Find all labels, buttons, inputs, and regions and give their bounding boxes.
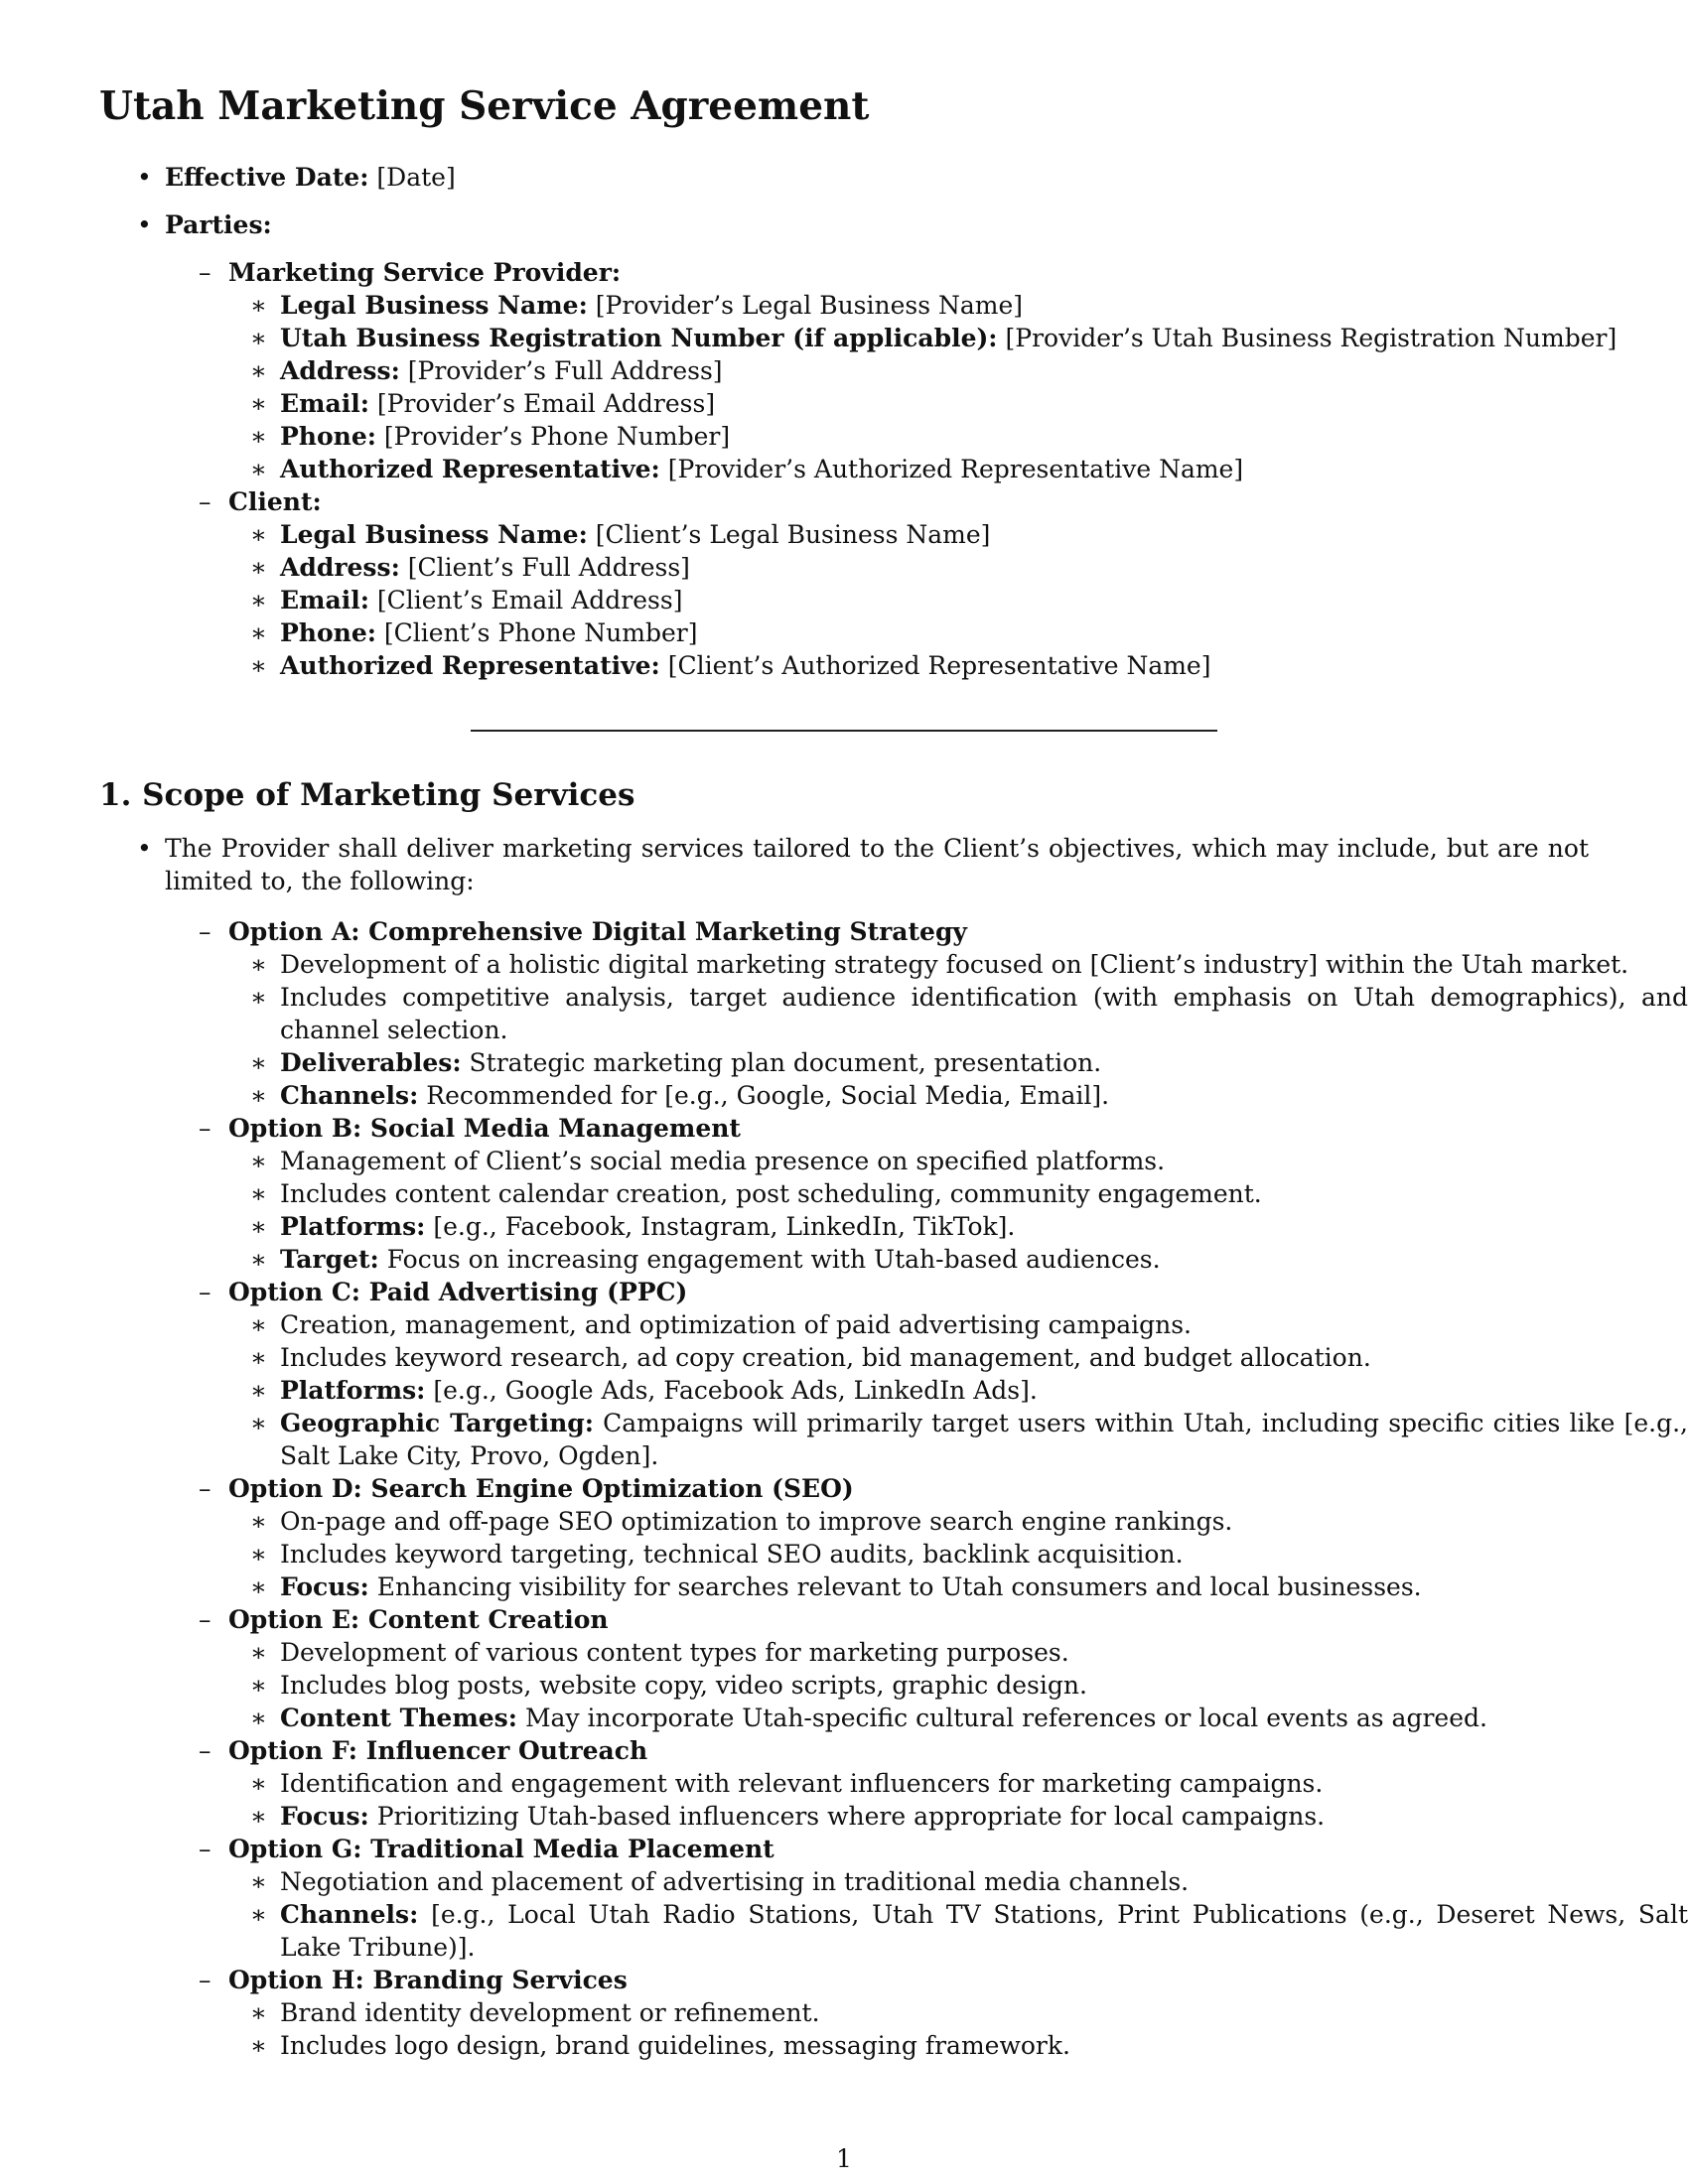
item-label: Platforms: xyxy=(280,1212,426,1241)
option-title-text: Option D: Search Engine Optimization (SEO) xyxy=(228,1474,854,1503)
option-title-text: Option B: Social Media Management xyxy=(228,1114,741,1143)
option-title xyxy=(228,1603,1589,1636)
effective-date-value: [Date] xyxy=(376,163,456,192)
item-label: Channels: xyxy=(280,1081,419,1110)
option-item xyxy=(280,1374,1688,1407)
field-label: Email: xyxy=(280,389,369,418)
item-text: Includes blog posts, website copy, video scripts, graphic design. xyxy=(280,1671,1087,1700)
item-label: Deliverables: xyxy=(280,1048,462,1077)
client-field xyxy=(280,518,1688,551)
option-item xyxy=(280,1865,1688,1898)
option-item xyxy=(280,1570,1688,1603)
item-text: Includes competitive analysis, target audience identification (with emphasis on Utah demographics), and channel selection. xyxy=(280,983,1688,1044)
field-value: [Client’s Email Address] xyxy=(376,586,683,614)
option-title xyxy=(228,1472,1589,1505)
field-value: [Provider’s Email Address] xyxy=(376,389,716,418)
effective-date-label: Effective Date: xyxy=(165,163,369,192)
client-field xyxy=(280,551,1688,584)
item-label: Content Themes: xyxy=(280,1704,517,1732)
option-title-text: Option C: Paid Advertising (PPC) xyxy=(228,1278,688,1306)
field-value: [Client’s Legal Business Name] xyxy=(595,520,991,549)
option-title-text: Option E: Content Creation xyxy=(228,1605,609,1634)
item-text: Development of a holistic digital marketing strategy focused on [Client’s industry] within the Utah market. xyxy=(280,950,1629,979)
client-field xyxy=(280,649,1688,682)
item-label: Platforms: xyxy=(280,1376,426,1405)
page-number: 1 xyxy=(836,2144,852,2173)
option-title-text: Option H: Branding Services xyxy=(228,1966,628,1994)
field-label: Address: xyxy=(280,553,400,582)
option-item xyxy=(280,1308,1688,1341)
item-text: Development of various content types for marketing purposes. xyxy=(280,1638,1069,1667)
option-title xyxy=(228,1112,1589,1145)
option-item xyxy=(280,1669,1688,1702)
client-field xyxy=(280,616,1688,649)
field-value: [Client’s Full Address] xyxy=(407,553,690,582)
item-text: Management of Client’s social media presence on specified platforms. xyxy=(280,1147,1166,1175)
parties-label: Parties: xyxy=(165,210,272,239)
item-label: Channels: xyxy=(280,1900,419,1929)
item-text: Campaigns will primarily target users within Utah, including specific cities like [e.g., Salt Lake City, Provo, Ogden]. xyxy=(280,1409,1688,1470)
item-text: Prioritizing Utah-based influencers where appropriate for local campaigns. xyxy=(376,1802,1326,1831)
option-item xyxy=(280,1636,1688,1669)
client-heading: Client: xyxy=(228,487,322,516)
field-value: [Provider’s Authorized Representative Name] xyxy=(667,455,1244,483)
option-item xyxy=(280,1079,1688,1112)
field-label: Email: xyxy=(280,586,369,614)
option-title-text: Option F: Influencer Outreach xyxy=(228,1736,648,1765)
field-label: Legal Business Name: xyxy=(280,520,588,549)
item-text: Enhancing visibility for searches relevant to Utah consumers and local businesses. xyxy=(376,1572,1422,1601)
client-heading-item xyxy=(228,485,1589,518)
effective-date-item xyxy=(165,161,1589,194)
item-text: On-page and off-page SEO optimization to improve search engine rankings. xyxy=(280,1507,1233,1536)
field-label: Legal Business Name: xyxy=(280,291,588,320)
option-item xyxy=(280,1702,1688,1734)
option-title xyxy=(228,1833,1589,1865)
field-label: Phone: xyxy=(280,618,376,647)
option-item xyxy=(280,1505,1688,1538)
option-item xyxy=(280,1898,1688,1964)
item-text: [e.g., Google Ads, Facebook Ads, LinkedIn Ads]. xyxy=(433,1376,1038,1405)
item-text: Brand identity development or refinement. xyxy=(280,1998,820,2027)
option-item xyxy=(280,948,1688,981)
item-text: Focus on increasing engagement with Utah-based audiences. xyxy=(386,1245,1161,1274)
field-value: [Provider’s Phone Number] xyxy=(383,422,731,451)
item-text: Includes content calendar creation, post scheduling, community engagement. xyxy=(280,1179,1262,1208)
item-text: Negotiation and placement of advertising in traditional media channels. xyxy=(280,1867,1190,1896)
item-text: May incorporate Utah-specific cultural references or local events as agreed. xyxy=(524,1704,1487,1732)
item-label: Geographic Targeting: xyxy=(280,1409,594,1437)
field-label: Authorized Representative: xyxy=(280,455,660,483)
item-text: Recommended for [e.g., Google, Social Media, Email]. xyxy=(426,1081,1110,1110)
option-item xyxy=(280,981,1688,1046)
option-item xyxy=(280,1046,1688,1079)
item-label: Focus: xyxy=(280,1802,369,1831)
option-title xyxy=(228,1276,1589,1308)
option-item xyxy=(280,2029,1688,2062)
provider-heading: Marketing Service Provider: xyxy=(228,258,622,287)
item-text: Includes logo design, brand guidelines, messaging framework. xyxy=(280,2031,1070,2060)
field-value: [Provider’s Full Address] xyxy=(407,356,723,385)
option-item xyxy=(280,1210,1688,1243)
client-field xyxy=(280,584,1688,616)
provider-field xyxy=(280,453,1688,485)
item-text: [e.g., Local Utah Radio Stations, Utah TV Stations, Print Publications (e.g., Deseret News, Salt Lake Tribune)]. xyxy=(280,1900,1688,1962)
item-label: Focus: xyxy=(280,1572,369,1601)
field-value: [Provider’s Utah Business Registration Number] xyxy=(1005,324,1618,352)
document-title: Utah Marketing Service Agreement xyxy=(99,83,870,129)
field-value: [Client’s Phone Number] xyxy=(383,618,698,647)
field-value: [Client’s Authorized Representative Name] xyxy=(667,651,1211,680)
horizontal-divider xyxy=(471,730,1217,732)
option-title-text: Option G: Traditional Media Placement xyxy=(228,1835,774,1863)
provider-field xyxy=(280,420,1688,453)
document-page xyxy=(99,0,1688,2184)
field-label: Authorized Representative: xyxy=(280,651,660,680)
item-text: Strategic marketing plan document, presentation. xyxy=(469,1048,1102,1077)
section-heading: 1. Scope of Marketing Services xyxy=(99,777,635,813)
item-text: Creation, management, and optimization of paid advertising campaigns. xyxy=(280,1310,1192,1339)
option-item xyxy=(280,1996,1688,2029)
option-item xyxy=(280,1407,1688,1472)
option-item xyxy=(280,1243,1688,1276)
field-label: Phone: xyxy=(280,422,376,451)
item-text: Identification and engagement with relevant influencers for marketing campaigns. xyxy=(280,1769,1324,1798)
option-item xyxy=(280,1767,1688,1800)
section-intro: • The Provider shall deliver marketing services tailored to the Client’s objectives, which may include, but are not limited to, the following: xyxy=(165,832,1589,897)
provider-heading-item xyxy=(228,256,1589,289)
option-item xyxy=(280,1341,1688,1374)
parties-item xyxy=(165,208,1589,241)
provider-field xyxy=(280,354,1688,387)
option-title xyxy=(228,1964,1589,1996)
field-label: Utah Business Registration Number (if applicable): xyxy=(280,324,998,352)
option-title xyxy=(228,915,1589,948)
option-title xyxy=(228,1734,1589,1767)
item-text: Includes keyword targeting, technical SEO audits, backlink acquisition. xyxy=(280,1540,1184,1569)
option-title-text: Option A: Comprehensive Digital Marketing Strategy xyxy=(228,917,967,946)
provider-field xyxy=(280,387,1688,420)
provider-field xyxy=(280,322,1688,354)
option-item xyxy=(280,1145,1688,1177)
option-item xyxy=(280,1538,1688,1570)
item-text: [e.g., Facebook, Instagram, LinkedIn, TikTok]. xyxy=(433,1212,1016,1241)
field-label: Address: xyxy=(280,356,400,385)
field-value: [Provider’s Legal Business Name] xyxy=(595,291,1024,320)
item-label: Target: xyxy=(280,1245,379,1274)
option-item xyxy=(280,1177,1688,1210)
provider-field xyxy=(280,289,1688,322)
item-text: Includes keyword research, ad copy creation, bid management, and budget allocation. xyxy=(280,1343,1371,1372)
option-item xyxy=(280,1800,1688,1833)
